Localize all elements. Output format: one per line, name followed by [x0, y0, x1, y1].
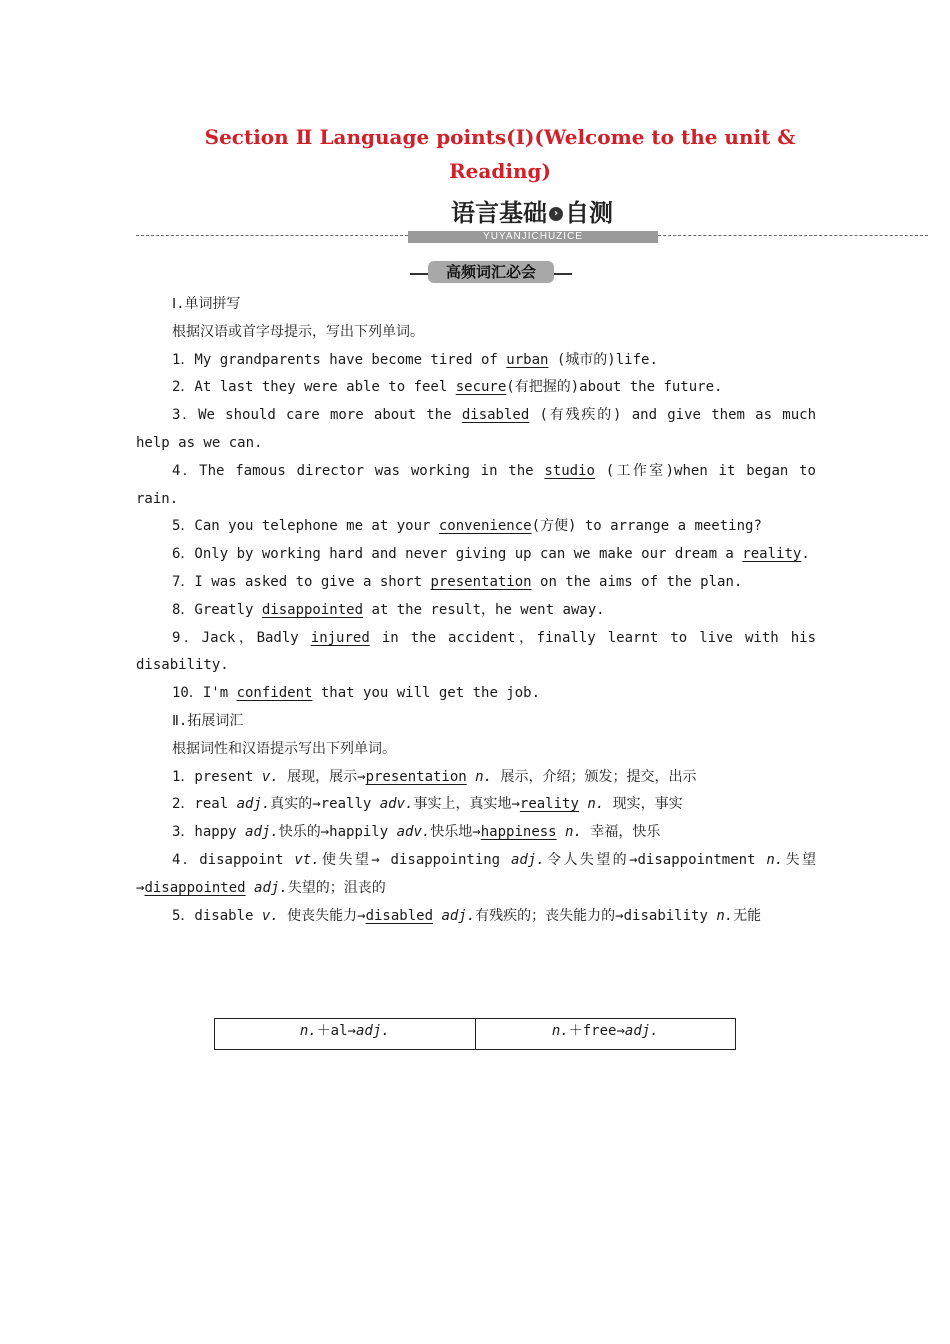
- table-row: [215, 1019, 736, 1050]
- item-text: 有残疾的；丧失能力的→disability: [475, 907, 717, 924]
- item-text: in the accident，finally learnt to live with his disability.: [136, 629, 817, 674]
- list-item: [136, 513, 816, 541]
- item-text: [246, 880, 254, 896]
- list-item: [136, 402, 816, 458]
- answer-word: presentation: [365, 768, 467, 785]
- item-text: at the result，he went away.: [363, 601, 605, 618]
- answer-word: presentation: [430, 573, 532, 590]
- item-text: 4．The famous director was working in the: [172, 462, 545, 479]
- list-item: [136, 680, 816, 708]
- item-text: 失望→: [136, 851, 817, 896]
- part1-heading: Ⅰ.单词拼写: [172, 296, 241, 312]
- part1-instruction: 根据汉语或首字母提示，写出下列单词。: [172, 323, 424, 340]
- suffix-table: [214, 1018, 736, 1050]
- item-text: 5．Can you telephone me at your: [172, 518, 439, 535]
- item-text: 6．Only by working hard and never giving up can we make our dream a: [172, 546, 743, 563]
- list-item: [136, 847, 816, 903]
- answer-word: disabled: [365, 907, 434, 924]
- part-of-speech: n.: [299, 1023, 317, 1039]
- item-text: 失望的；沮丧的: [287, 879, 386, 896]
- banner-heading: [432, 197, 632, 229]
- answer-word: urban: [506, 351, 549, 368]
- answer-word: convenience: [438, 518, 532, 535]
- item-text: 幸福，快乐: [581, 824, 661, 841]
- item-text: 4．disappoint: [172, 851, 295, 868]
- item-text: that you will get the job.: [312, 685, 541, 702]
- part-of-speech: adj.: [236, 796, 271, 813]
- item-text: 3．happy: [172, 824, 246, 841]
- table-cell-al: [215, 1019, 476, 1050]
- list-item: [136, 347, 816, 375]
- part-of-speech: v.: [261, 768, 279, 785]
- item-text: 2．real: [172, 796, 237, 813]
- part-of-speech: adj.: [510, 851, 545, 868]
- item-text: 展示，介绍；颁发；提交，出示: [492, 768, 697, 785]
- list-item: [136, 819, 816, 847]
- part-of-speech: adj.: [254, 879, 288, 896]
- section-title: [150, 120, 850, 188]
- list-item: [136, 764, 816, 792]
- item-text: on the aims of the plan.: [531, 573, 743, 590]
- answer-word: disabled: [461, 407, 530, 424]
- part2-list: [136, 764, 816, 931]
- part-of-speech: n.: [565, 824, 582, 841]
- item-text: 2．At last they were able to feel: [172, 379, 456, 396]
- item-text: (方便) to arrange a meeting?: [531, 518, 762, 535]
- item-text: 10．I'm: [172, 685, 237, 702]
- item-text: 快乐的→happily: [278, 824, 397, 841]
- item-text: 真实的→really: [270, 796, 380, 813]
- part-of-speech: n.: [475, 768, 493, 785]
- item-text: .: [801, 546, 810, 563]
- part-of-speech: v.: [261, 907, 279, 924]
- banner-heading-right: 自测: [565, 199, 613, 227]
- item-text: (城市的)life.: [548, 351, 658, 368]
- part-of-speech: adj.: [441, 907, 476, 924]
- part1-list: [136, 347, 816, 708]
- item-text: 令人失望的→disappointment: [544, 851, 767, 868]
- item-text: [557, 824, 565, 840]
- answer-word: secure: [455, 379, 507, 396]
- item-text: 5．disable: [172, 907, 262, 924]
- list-item: [136, 374, 816, 402]
- section-title-line2: Reading): [449, 159, 551, 183]
- answer-word: reality: [519, 796, 579, 813]
- subheading-rule-left: [410, 273, 428, 275]
- subheading-badge: [410, 261, 572, 283]
- banner-heading-left: 语言基础: [451, 199, 547, 227]
- answer-word: disappointed: [261, 601, 364, 618]
- cell-text: ＋al→: [316, 1023, 356, 1039]
- list-item: [136, 541, 816, 569]
- answer-word: happiness: [480, 824, 557, 841]
- answer-word: injured: [310, 629, 370, 646]
- list-item: [136, 569, 816, 597]
- exercise-body: [136, 291, 816, 930]
- dashed-divider-left: [136, 235, 408, 236]
- part2-instruction: 根据词性和汉语提示写出下列单词。: [172, 740, 396, 757]
- part-of-speech: adv.: [396, 824, 431, 841]
- item-text: 现实，事实: [604, 796, 683, 813]
- item-text: 8．Greatly: [172, 601, 262, 618]
- chevron-right-icon: ›: [549, 207, 563, 221]
- dashed-divider-right: [658, 235, 928, 236]
- part-of-speech: vt.: [294, 851, 320, 868]
- item-text: (工作室)when it began to rain.: [136, 462, 816, 507]
- part-of-speech: adv.: [379, 796, 414, 813]
- answer-word: reality: [742, 546, 802, 563]
- item-text: (有残疾的) and give them as much help as we can.: [136, 407, 816, 451]
- list-item: [136, 791, 816, 819]
- part-of-speech: n.: [551, 1023, 569, 1039]
- section-banner: [136, 197, 928, 247]
- list-item: [136, 903, 816, 931]
- item-text: 9．Jack，Badly: [172, 629, 311, 646]
- part-of-speech: n.: [766, 851, 784, 868]
- part-of-speech: n.: [716, 907, 734, 924]
- answer-word: confident: [236, 685, 313, 702]
- part-of-speech: adj.: [624, 1023, 659, 1039]
- cell-text: ＋free→: [568, 1023, 625, 1039]
- list-item: [136, 625, 816, 681]
- item-text: 使失望→ disappointing: [319, 851, 511, 868]
- item-text: 无能: [733, 907, 762, 924]
- item-text: 3．We should care more about the: [172, 407, 462, 424]
- list-item: [136, 597, 816, 625]
- item-text: 展现，展示→: [278, 768, 366, 785]
- item-text: 1．present: [172, 768, 262, 785]
- part-of-speech: adj.: [355, 1023, 390, 1039]
- item-text: 使丧失能力→: [278, 907, 366, 924]
- item-text: [467, 769, 475, 785]
- answer-word: studio: [544, 462, 595, 479]
- item-text: 事实上，真实地→: [413, 796, 520, 813]
- part-of-speech: adj.: [245, 824, 279, 841]
- list-item: [136, 458, 816, 514]
- table-cell-free: [475, 1019, 736, 1050]
- item-text: 7．I was asked to give a short: [172, 573, 431, 590]
- subheading-label: 高频词汇必会: [428, 261, 554, 283]
- item-text: 快乐地→: [430, 824, 481, 841]
- answer-word: disappointed: [144, 879, 246, 896]
- banner-pinyin: YUYANJICHUZICE: [408, 231, 658, 243]
- subheading-rule-right: [554, 273, 572, 275]
- section-title-line1: Section Ⅱ Language points(Ⅰ)(Welcome to the unit &: [204, 125, 796, 149]
- item-text: (有把握的)about the future.: [506, 379, 723, 396]
- part-of-speech: n.: [587, 796, 605, 813]
- part2-heading: Ⅱ.拓展词汇: [172, 712, 244, 729]
- item-text: 1．My grandparents have become tired of: [172, 351, 507, 368]
